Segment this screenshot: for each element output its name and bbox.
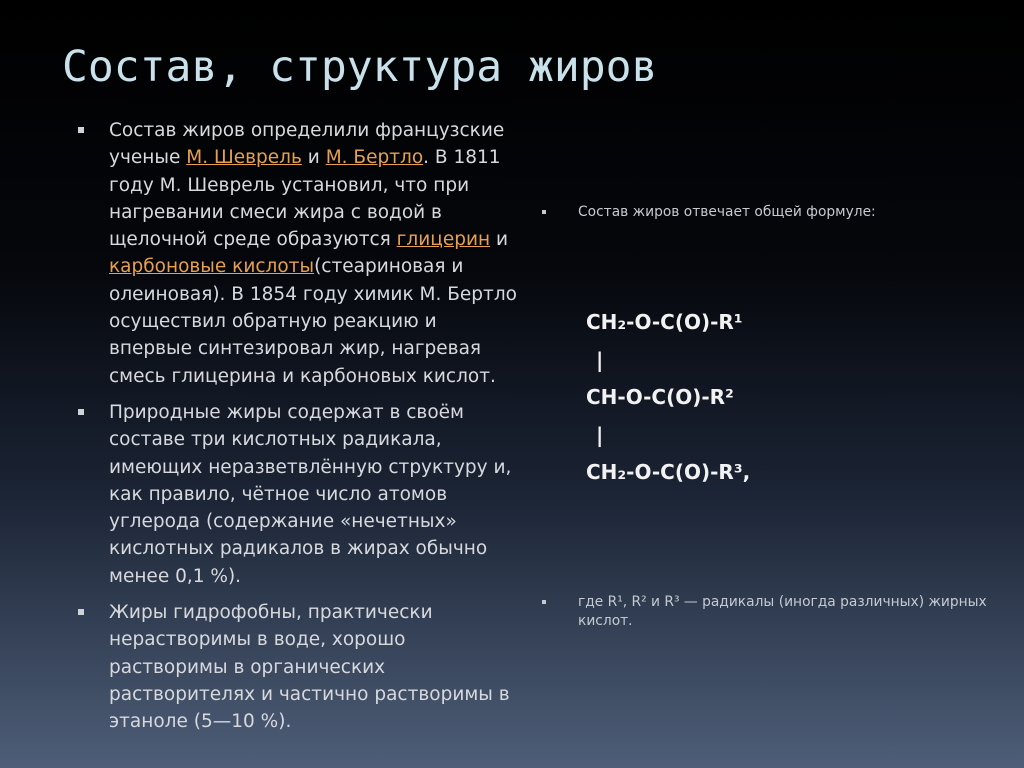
text-segment: Состав жиров определили французские ученые bbox=[109, 120, 505, 169]
formula-line-2: CH-O-C(O)-R² bbox=[586, 385, 734, 409]
formula-intro-item bbox=[542, 203, 998, 222]
link-berthelot[interactable]: М. Бертло bbox=[325, 147, 424, 169]
text-segment: и bbox=[301, 147, 326, 169]
bullet-item bbox=[78, 399, 518, 590]
bullet-text-3: Жиры гидрофобны, практически нерастворимы в воде, хорошо растворимы в органических растворителях и частично растворимы в этаноле (5—10 %). bbox=[109, 602, 510, 733]
bullet-square-icon bbox=[78, 127, 84, 133]
text-segment: (стеариновая и олеиновая). В 1854 году химик М. Бертло осуществил обратную реакцию и впервые синтезировал жир, нагревая смесь глицерина и карбоновых кислот. bbox=[109, 256, 517, 387]
bullet-square-icon bbox=[542, 600, 546, 604]
left-bullet-list bbox=[78, 117, 518, 745]
formula-line-3: CH₂-O-C(O)-R³, bbox=[586, 460, 751, 484]
formula-intro-text: Состав жиров отвечает общей формуле: bbox=[578, 204, 876, 220]
bullet-item bbox=[78, 117, 518, 390]
slide-title: Состав, структура жиров bbox=[62, 42, 658, 92]
bullet-square-icon bbox=[78, 409, 84, 415]
bullet-text-2: Природные жиры содержат в своём составе три кислотных радикала, имеющих неразветвлённую структуру и, как правило, чётное число атомов углерода (содержание «нечетных» кислотных радикалов в жирах обычно менее 0,1 %). bbox=[109, 401, 512, 587]
bullet-text-1 bbox=[109, 120, 517, 387]
formula-line-1: CH₂-O-C(O)-R¹ bbox=[586, 310, 743, 334]
text-segment: . В 1811 году М. Шеврель установил, что при нагревании смеси жира с водой в щелочной среде образуются bbox=[109, 147, 501, 251]
bullet-square-icon bbox=[542, 210, 546, 214]
fat-general-formula bbox=[586, 304, 750, 492]
link-glycerin[interactable]: глицерин bbox=[396, 229, 491, 251]
formula-note-item bbox=[542, 593, 998, 631]
formula-bond-2: | bbox=[596, 422, 604, 447]
link-carboxylic-acids[interactable]: карбоновые кислоты bbox=[109, 256, 315, 278]
bullet-item bbox=[78, 599, 518, 735]
bullet-square-icon bbox=[78, 609, 84, 615]
formula-note-text: где R¹, R² и R³ — радикалы (иногда различных) жирных кислот. bbox=[578, 594, 987, 629]
formula-bond-1: | bbox=[596, 347, 604, 372]
link-chevreul[interactable]: М. Шеврель bbox=[186, 147, 302, 169]
text-segment: и bbox=[490, 229, 508, 251]
